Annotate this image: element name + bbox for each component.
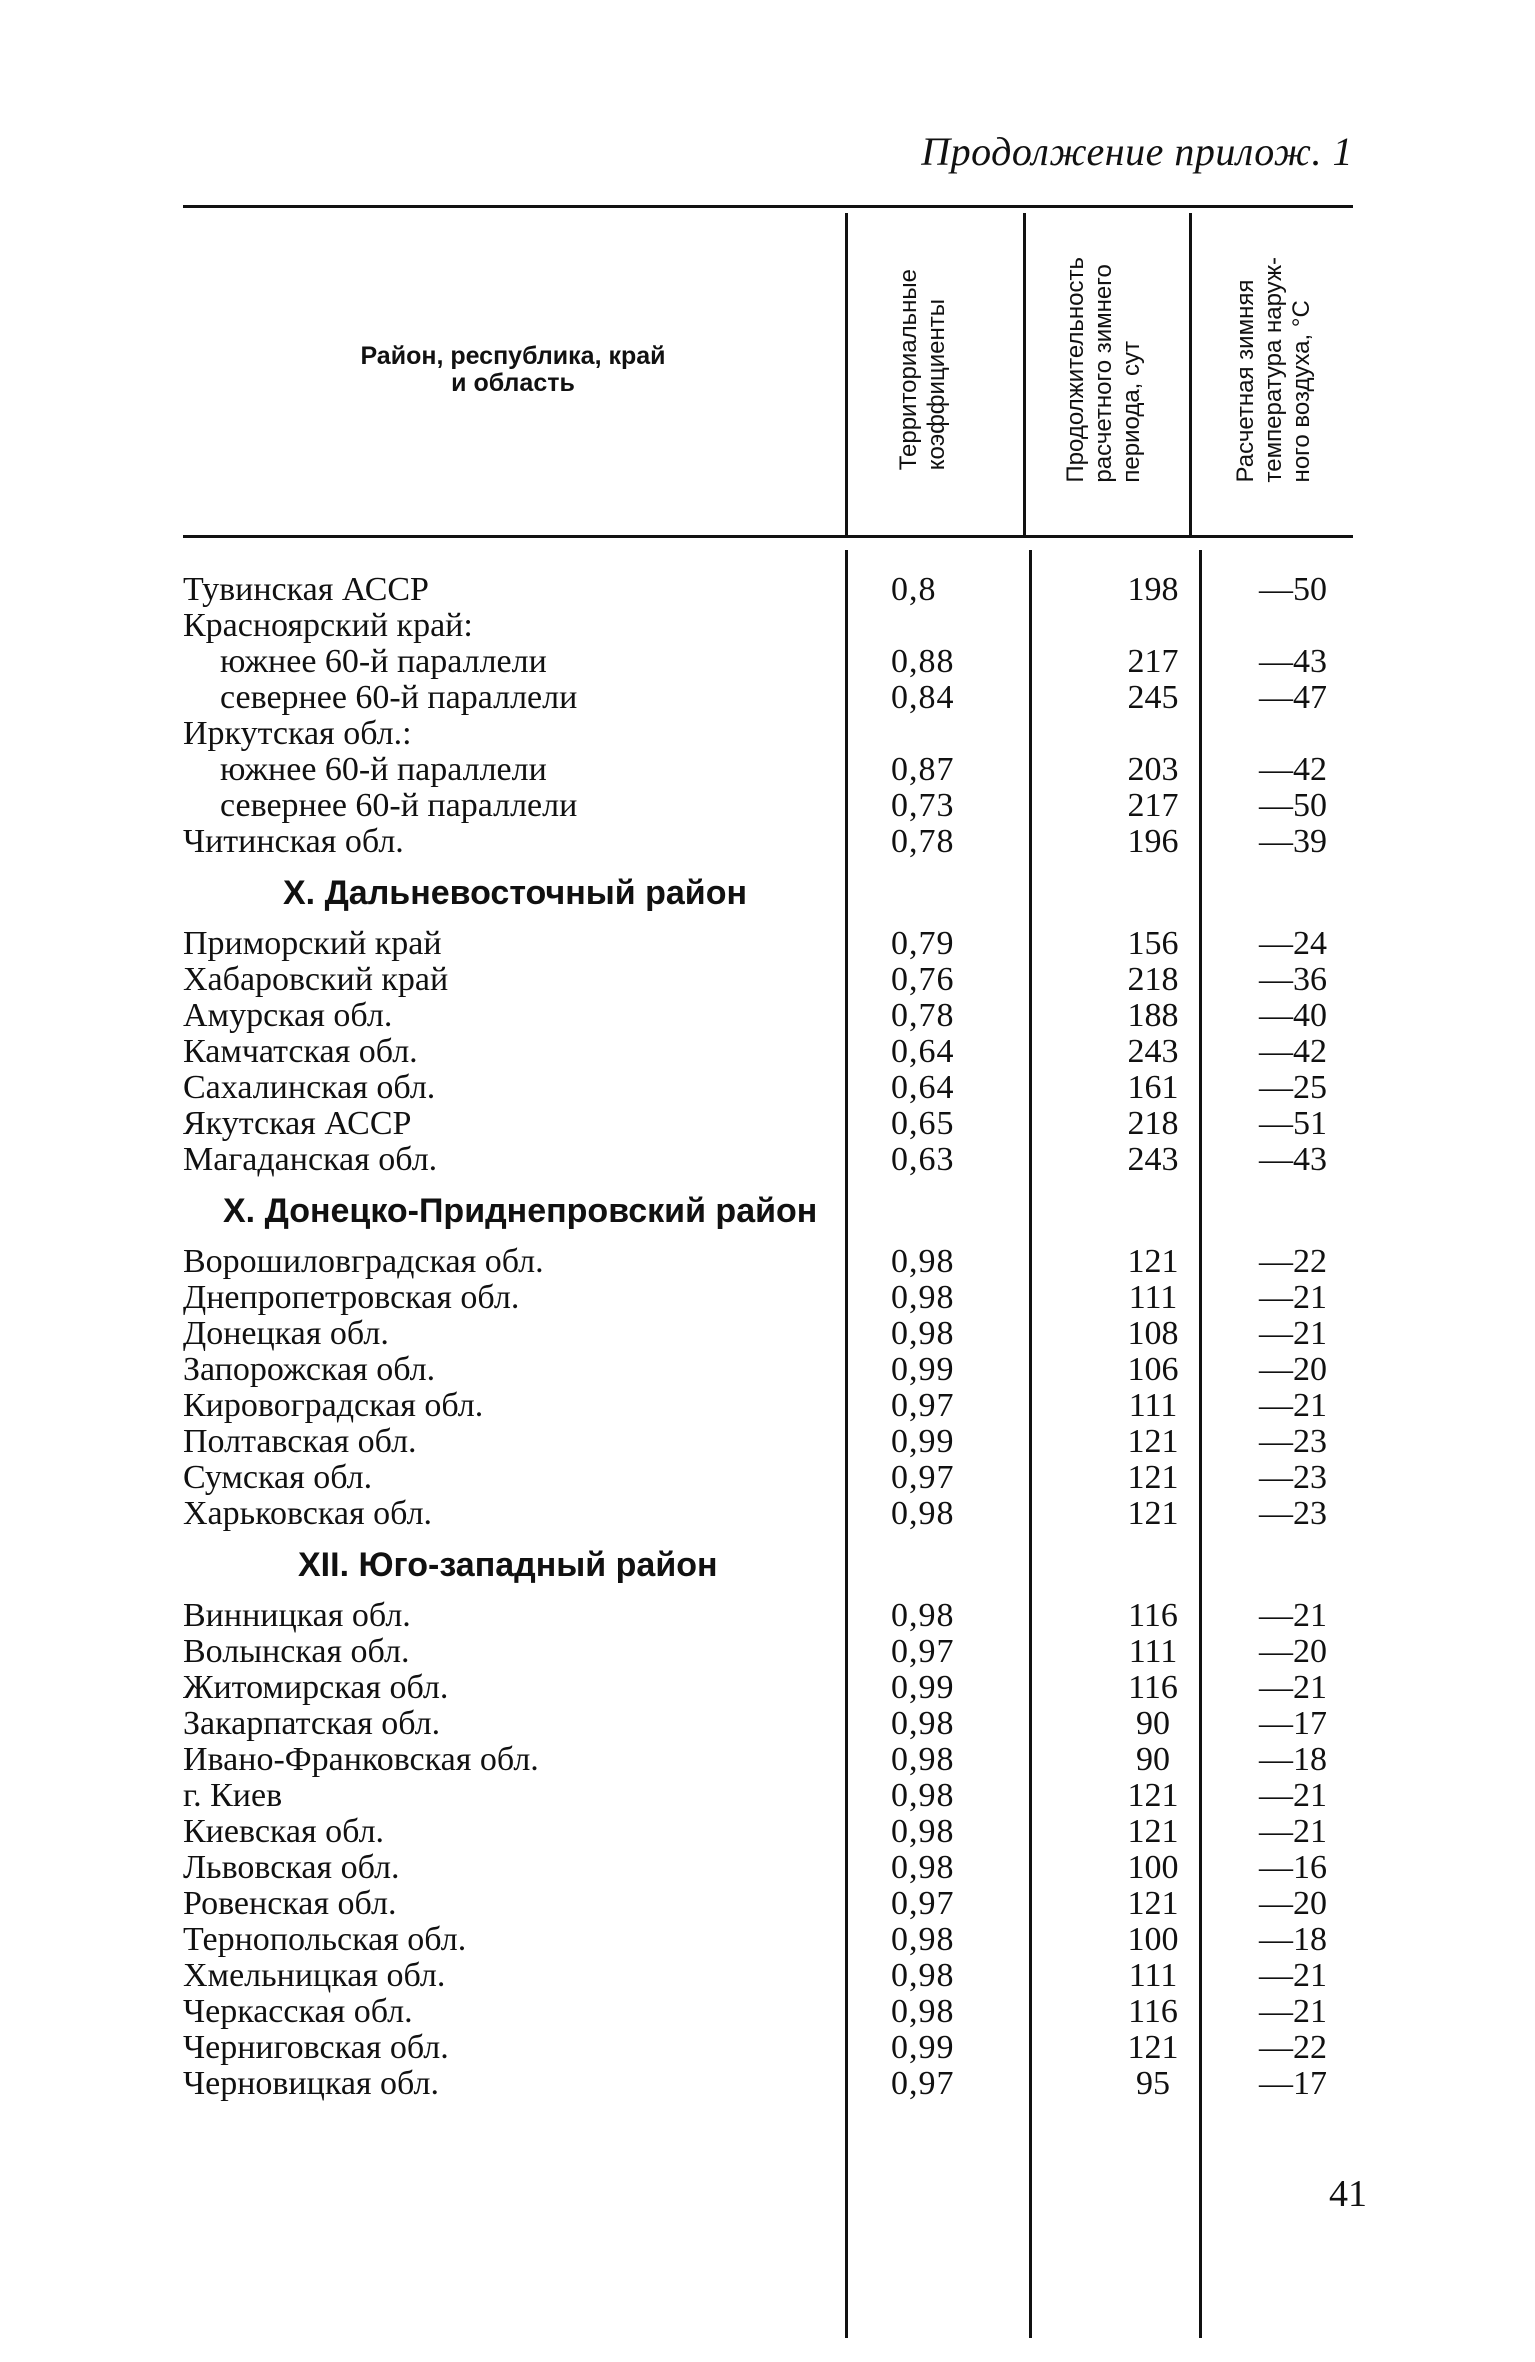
table-row [183, 788, 1353, 824]
table-row [183, 1994, 1353, 2030]
region-name-cell: Иркутская обл.: [183, 715, 412, 752]
days-cell: 95 [1136, 2065, 1170, 2102]
days-cell: 121 [1127, 1495, 1179, 1532]
table-row [183, 2066, 1353, 2102]
region-name-cell: Читинская обл. [183, 823, 404, 860]
region-name-cell: севернее 60-й параллели [220, 679, 578, 716]
days-cell: 121 [1127, 1777, 1179, 1814]
temp-cell: —20 [1259, 1351, 1327, 1388]
days-cell: 116 [1128, 1669, 1178, 1706]
coef-cell: 0,73 [891, 787, 955, 824]
coef-cell: 0,97 [891, 1633, 955, 1670]
page-number: 41 [1329, 2173, 1367, 2215]
table-row [183, 716, 1353, 752]
table-row [183, 1424, 1353, 1460]
coef-cell: 0,98 [891, 1705, 955, 1742]
days-cell: 116 [1128, 1993, 1178, 2030]
table-row [183, 926, 1353, 962]
days-cell: 106 [1127, 1351, 1179, 1388]
temp-cell: —40 [1259, 997, 1327, 1034]
table-row [183, 572, 1353, 608]
temp-cell: —21 [1259, 1957, 1327, 1994]
temp-cell: —18 [1259, 1921, 1327, 1958]
region-name-cell: Закарпатская обл. [183, 1705, 441, 1742]
region-name-cell: Ворошиловградская обл. [183, 1243, 544, 1280]
table-row [183, 1280, 1353, 1316]
table-header-rule [183, 535, 1353, 538]
coef-cell: 0,79 [891, 925, 955, 962]
days-cell: 121 [1127, 1459, 1179, 1496]
table-row [183, 608, 1353, 644]
table-row [183, 1922, 1353, 1958]
days-cell: 121 [1127, 1423, 1179, 1460]
days-cell: 161 [1127, 1069, 1179, 1106]
coef-cell: 0,84 [891, 679, 955, 716]
region-name-cell: Камчатская обл. [183, 1033, 418, 1070]
table-row [183, 752, 1353, 788]
table-row [183, 824, 1353, 860]
temp-cell: —47 [1259, 679, 1327, 716]
region-name-cell: Магаданская обл. [183, 1141, 438, 1178]
temp-cell: —16 [1259, 1849, 1327, 1886]
region-name-cell: Харьковская обл. [183, 1495, 433, 1532]
coef-cell: 0,99 [891, 2029, 955, 2066]
section-heading-label: XII. Юго-западный район [298, 1546, 718, 1584]
table-row [183, 1316, 1353, 1352]
coef-cell: 0,64 [891, 1033, 955, 1070]
column-header-coef-line: Территориальные [895, 269, 922, 471]
temp-cell: —21 [1259, 1279, 1327, 1316]
column-divider [1189, 213, 1192, 535]
section-heading-label: X. Дальневосточный район [283, 874, 747, 912]
column-header-coef [853, 205, 993, 535]
region-name-cell: Львовская обл. [183, 1849, 400, 1886]
temp-cell: —25 [1259, 1069, 1327, 1106]
coef-cell: 0,98 [891, 1741, 955, 1778]
table-row [183, 1460, 1353, 1496]
coef-cell: 0,63 [891, 1141, 955, 1178]
region-name-cell: Амурская обл. [183, 997, 393, 1034]
temp-cell: —42 [1259, 751, 1327, 788]
table-row [183, 962, 1353, 998]
column-header-region [183, 205, 843, 535]
temp-cell: —20 [1259, 1633, 1327, 1670]
region-name-cell: Черкасская обл. [183, 1993, 413, 2030]
coef-cell: 0,98 [891, 1279, 955, 1316]
region-name-cell: Хабаровский край [183, 961, 449, 998]
days-cell: 111 [1128, 1279, 1178, 1316]
table-row [183, 1958, 1353, 1994]
temp-cell: —51 [1259, 1105, 1327, 1142]
coef-cell: 0,98 [891, 1921, 955, 1958]
region-name-cell: Сахалинская обл. [183, 1069, 436, 1106]
table-row [183, 1244, 1353, 1280]
region-name-cell: Волынская обл. [183, 1633, 410, 1670]
temp-cell: —36 [1259, 961, 1327, 998]
temp-cell: —22 [1259, 1243, 1327, 1280]
table-row [183, 1142, 1353, 1178]
temp-cell: —43 [1259, 643, 1327, 680]
days-cell: 116 [1128, 1597, 1178, 1634]
column-header-temp-line: Расчетная зимняя [1232, 279, 1259, 483]
temp-cell: —23 [1259, 1423, 1327, 1460]
region-name-cell: южнее 60-й параллели [220, 643, 547, 680]
column-header-days [1025, 205, 1183, 535]
region-name-cell: Винницкая обл. [183, 1597, 411, 1634]
coef-cell: 0,99 [891, 1669, 955, 1706]
coef-cell: 0,78 [891, 997, 955, 1034]
days-cell: 188 [1127, 997, 1179, 1034]
section-heading [183, 860, 1353, 926]
coef-cell: 0,98 [891, 1957, 955, 1994]
column-header-coef-line: коэффициенты [923, 299, 950, 471]
days-cell: 100 [1127, 1921, 1179, 1958]
days-cell: 217 [1127, 643, 1179, 680]
table-row [183, 1814, 1353, 1850]
days-cell: 121 [1127, 1243, 1179, 1280]
temp-cell: —21 [1259, 1315, 1327, 1352]
coef-cell: 0,98 [891, 1813, 955, 1850]
coef-cell: 0,98 [891, 1849, 955, 1886]
region-name-cell: Ивано-Франковская обл. [183, 1741, 539, 1778]
column-header-days-line: Продолжительность [1062, 257, 1089, 483]
section-heading [183, 1178, 1353, 1244]
region-name-cell: Житомирская обл. [183, 1669, 449, 1706]
coef-cell: 0,88 [891, 643, 955, 680]
days-cell: 108 [1127, 1315, 1179, 1352]
coef-cell: 0,98 [891, 1243, 955, 1280]
region-name-cell: Тувинская АССР [183, 571, 429, 608]
temp-cell: —39 [1259, 823, 1327, 860]
temp-cell: —50 [1259, 787, 1327, 824]
coef-cell: 0,97 [891, 1459, 955, 1496]
temp-cell: —20 [1259, 1885, 1327, 1922]
column-header-region-line: и область [451, 369, 575, 397]
table-row [183, 1598, 1353, 1634]
coef-cell: 0,97 [891, 1387, 955, 1424]
region-name-cell: Черновицкая обл. [183, 2065, 439, 2102]
temp-cell: —17 [1259, 2065, 1327, 2102]
days-cell: 218 [1127, 961, 1179, 998]
region-name-cell: Черниговская обл. [183, 2029, 449, 2066]
column-header-region-line: Район, республика, край [360, 342, 666, 370]
column-divider [1023, 213, 1026, 535]
coef-cell: 0,8 [891, 571, 937, 608]
table-row [183, 1352, 1353, 1388]
section-heading [183, 1532, 1353, 1598]
days-cell: 203 [1127, 751, 1179, 788]
column-header-temp [1195, 205, 1353, 535]
region-name-cell: Донецкая обл. [183, 1315, 389, 1352]
region-name-cell: Приморский край [183, 925, 442, 962]
temp-cell: —21 [1259, 1993, 1327, 2030]
coef-cell: 0,98 [891, 1993, 955, 2030]
temp-cell: —21 [1259, 1813, 1327, 1850]
days-cell: 111 [1128, 1633, 1178, 1670]
table-row [183, 1886, 1353, 1922]
region-name-cell: Кировоградская обл. [183, 1387, 484, 1424]
column-divider [845, 213, 848, 535]
coef-cell: 0,98 [891, 1495, 955, 1532]
days-cell: 156 [1127, 925, 1179, 962]
temp-cell: —50 [1259, 571, 1327, 608]
temp-cell: —24 [1259, 925, 1327, 962]
table-row [183, 1706, 1353, 1742]
region-name-cell: Тернопольская обл. [183, 1921, 467, 1958]
days-cell: 100 [1127, 1849, 1179, 1886]
column-header-days-line: периода, сут [1118, 341, 1145, 483]
region-name-cell: Запорожская обл. [183, 1351, 436, 1388]
table-body [183, 572, 1353, 2102]
region-name-cell: Ровенская обл. [183, 1885, 397, 1922]
days-cell: 121 [1127, 2029, 1179, 2066]
days-cell: 90 [1136, 1741, 1170, 1778]
region-name-cell: Киевская обл. [183, 1813, 385, 1850]
temp-cell: —21 [1259, 1669, 1327, 1706]
coef-cell: 0,64 [891, 1069, 955, 1106]
temp-cell: —17 [1259, 1705, 1327, 1742]
coef-cell: 0,99 [891, 1351, 955, 1388]
days-cell: 111 [1128, 1957, 1178, 1994]
region-name-cell: Полтавская обл. [183, 1423, 417, 1460]
table-row [183, 1634, 1353, 1670]
days-cell: 121 [1127, 1885, 1179, 1922]
temp-cell: —43 [1259, 1141, 1327, 1178]
temp-cell: —21 [1259, 1597, 1327, 1634]
days-cell: 196 [1127, 823, 1179, 860]
days-cell: 121 [1127, 1813, 1179, 1850]
section-heading-label: X. Донецко-Приднепровский район [223, 1192, 818, 1230]
table-row [183, 1670, 1353, 1706]
column-header-temp-line: ного воздуха, °С [1288, 300, 1315, 483]
coef-cell: 0,65 [891, 1105, 955, 1142]
table-row [183, 1034, 1353, 1070]
days-cell: 217 [1127, 787, 1179, 824]
days-cell: 243 [1127, 1141, 1179, 1178]
region-name-cell: Днепропетровская обл. [183, 1279, 520, 1316]
days-cell: 243 [1127, 1033, 1179, 1070]
region-name-cell: г. Киев [183, 1777, 283, 1814]
table-row [183, 2030, 1353, 2066]
temp-cell: —18 [1259, 1741, 1327, 1778]
temp-cell: —22 [1259, 2029, 1327, 2066]
temp-cell: —21 [1259, 1777, 1327, 1814]
coef-cell: 0,99 [891, 1423, 955, 1460]
temp-cell: —42 [1259, 1033, 1327, 1070]
coef-cell: 0,78 [891, 823, 955, 860]
table-row [183, 1742, 1353, 1778]
region-name-cell: Якутская АССР [183, 1105, 412, 1142]
table-row [183, 644, 1353, 680]
days-cell: 90 [1136, 1705, 1170, 1742]
table-row [183, 680, 1353, 716]
region-name-cell: севернее 60-й параллели [220, 787, 578, 824]
days-cell: 218 [1127, 1105, 1179, 1142]
region-name-cell: Сумская обл. [183, 1459, 373, 1496]
coef-cell: 0,98 [891, 1597, 955, 1634]
table-row [183, 1106, 1353, 1142]
coef-cell: 0,98 [891, 1315, 955, 1352]
table-row [183, 1070, 1353, 1106]
table-row [183, 1388, 1353, 1424]
coef-cell: 0,87 [891, 751, 955, 788]
page-header-continuation: Продолжение прилож. 1 [921, 129, 1353, 174]
coef-cell: 0,97 [891, 1885, 955, 1922]
days-cell: 198 [1127, 571, 1179, 608]
days-cell: 111 [1128, 1387, 1178, 1424]
table-row [183, 1778, 1353, 1814]
coef-cell: 0,97 [891, 2065, 955, 2102]
coef-cell: 0,76 [891, 961, 955, 998]
region-name-cell: южнее 60-й параллели [220, 751, 547, 788]
table-row [183, 1496, 1353, 1532]
temp-cell: —21 [1259, 1387, 1327, 1424]
column-header-temp-line: температура наруж- [1260, 257, 1287, 483]
column-header-days-line: расчетного зимнего [1090, 264, 1117, 483]
temp-cell: —23 [1259, 1459, 1327, 1496]
days-cell: 245 [1127, 679, 1179, 716]
table-row [183, 998, 1353, 1034]
coef-cell: 0,98 [891, 1777, 955, 1814]
temp-cell: —23 [1259, 1495, 1327, 1532]
region-name-cell: Красноярский край: [183, 607, 473, 644]
table-row [183, 1850, 1353, 1886]
region-name-cell: Хмельницкая обл. [183, 1957, 446, 1994]
